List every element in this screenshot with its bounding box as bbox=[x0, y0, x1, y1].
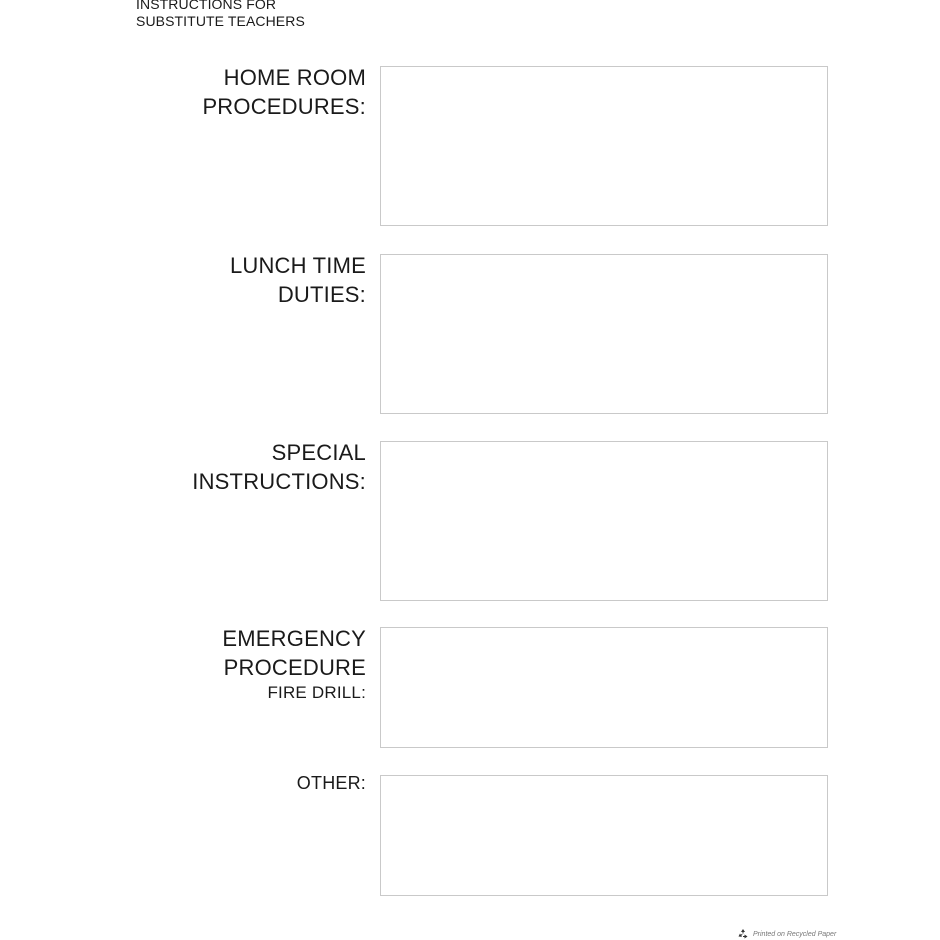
emergency-procedure-box[interactable] bbox=[380, 627, 828, 748]
other-box[interactable] bbox=[380, 775, 828, 896]
lunch-time-label-line-2: DUTIES: bbox=[277, 282, 366, 307]
lunch-time-label bbox=[230, 251, 366, 309]
header-line-2: SUBSTITUTE TEACHERS bbox=[136, 13, 305, 29]
home-room-label-line-2: PROCEDURES: bbox=[202, 94, 366, 119]
emergency-label-line-2: PROCEDURE bbox=[223, 655, 366, 680]
special-label-line-1: SPECIAL bbox=[271, 440, 366, 465]
home-room-box[interactable] bbox=[380, 66, 828, 226]
emergency-label-line-1: EMERGENCY bbox=[222, 626, 366, 651]
other-label bbox=[297, 772, 366, 794]
emergency-procedure-label bbox=[222, 624, 366, 704]
special-instructions-label bbox=[192, 438, 366, 496]
lunch-time-label-line-1: LUNCH TIME bbox=[229, 253, 366, 278]
recycle-icon bbox=[737, 928, 749, 940]
footer bbox=[737, 928, 836, 940]
header-line-1: INSTRUCTIONS FOR bbox=[136, 0, 277, 12]
home-room-label-line-1: HOME ROOM bbox=[223, 65, 366, 90]
page-header bbox=[136, 0, 305, 30]
special-instructions-box[interactable] bbox=[380, 441, 828, 601]
lunch-time-box[interactable] bbox=[380, 254, 828, 414]
home-room-label bbox=[202, 63, 366, 121]
special-label-line-2: INSTRUCTIONS: bbox=[192, 469, 366, 494]
emergency-label-line-3: FIRE DRILL: bbox=[267, 683, 366, 702]
other-label-line-1: OTHER: bbox=[296, 773, 366, 793]
footer-text: Printed on Recycled Paper bbox=[753, 930, 837, 938]
